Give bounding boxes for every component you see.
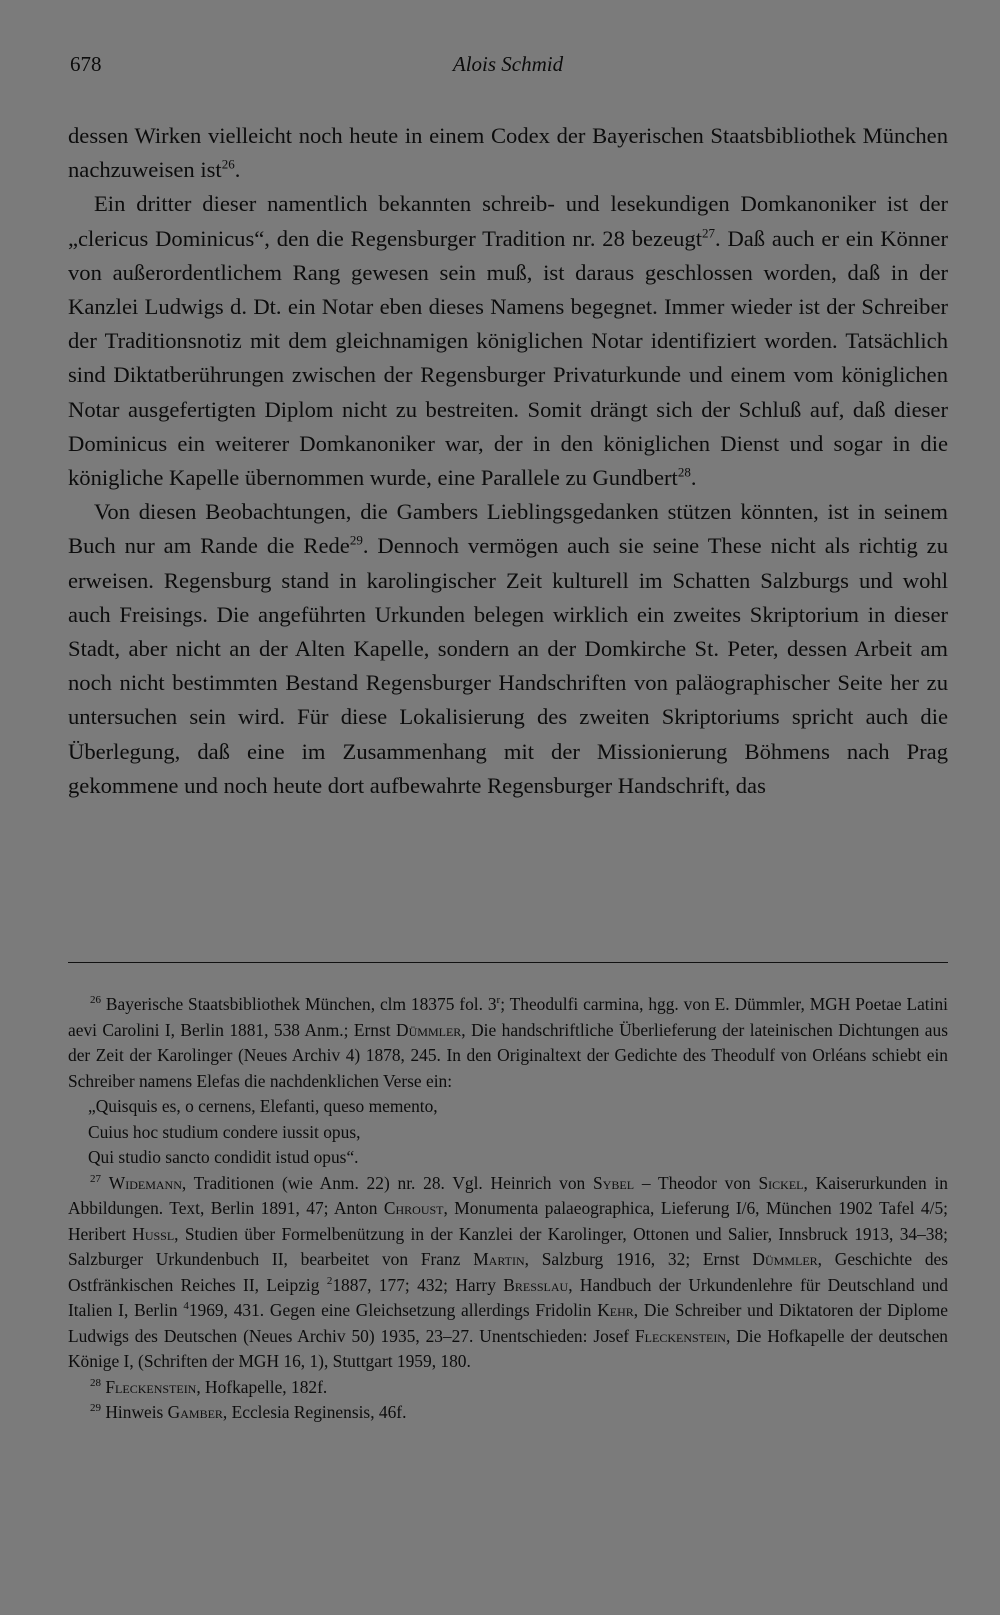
text-run: , Traditionen (wie Anm. 22) nr. 28. Vgl. Heinrich von <box>181 1172 594 1193</box>
text-run: . Dennoch vermögen auch sie seine These nicht als richtig zu erweisen. Regensburg stand in karolingischer Zeit kulturell im Schatten Salzburgs und wohl auch Freisings. Die angeführten Urkunden belegen wirklich ein zweites Skriptorium in dieser Stadt, aber nicht an der Alten Kapelle, sondern an der Domkirche St. Peter, dessen Arbeit am noch nicht bestimmten Bestand Regensburger Handschriften von paläographischer Seite her zu untersuchen sein wird. Für diese Lokalisierung des zweiten Skriptoriums spricht auch die Überlegung, daß eine im Zusammenhang mit der Missionierung Böhmens nach Prag gekommene und noch heute dort aufbewahrte Regensburger Handschrift, das <box>68 533 948 798</box>
text-run: Ein dritter dieser namentlich bekannten schreib- und lesekundigen Domkanoniker ist der „clericus Dominicus“, den die Regensburger Tradition nr. 28 bezeugt <box>68 191 948 251</box>
author-name: Dümmler <box>752 1249 818 1269</box>
author-name: Martin <box>473 1249 525 1269</box>
footnotes <box>68 992 948 1426</box>
author-name: Dümmler <box>396 1019 462 1040</box>
edition-superscript: 4 <box>183 1300 189 1313</box>
footnote-number: 27 <box>90 1172 101 1185</box>
footnote-number: 29 <box>90 1402 101 1415</box>
text-run: , Hofkapelle, 182f. <box>196 1376 328 1397</box>
text-run: . <box>690 465 697 491</box>
author-name: Sybel <box>593 1172 635 1193</box>
text-run: , Studien über Formelbenützung in der Kanzlei der Karolinger, Ottonen und Salier, Innsbruck 1913, 34–38; Salzburger Urkundenbuch II, bearbeitet von Franz <box>68 1223 948 1269</box>
text-run: ; Theodulfi carmina, hgg. von E. Dümmler, MGH Poetae Latini aevi Carolini I, Berlin 1881, 538 Anm.; Ernst <box>68 994 948 1040</box>
text-run: . <box>234 157 241 183</box>
footnote-29 <box>68 1400 948 1426</box>
text-run: , Salzburg 1916, 32; Ernst <box>524 1249 753 1269</box>
author-name: Hussl <box>132 1223 175 1244</box>
edition-superscript: 2 <box>326 1274 333 1287</box>
text-run: . Daß auch er ein Könner von außerordentlichem Rang gewesen sein muß, ist daraus geschlossen worden, daß in der Kanzlei Ludwigs d. Dt. ein Notar eben dieses Namens begegnet. Immer wieder ist der Schreiber der Traditionsnotiz mit dem gleichnamigen königlichen Notar identifiziert worden. Tatsächlich sind Diktatberührungen zwischen der Regensburger Privaturkunde und einem vom königlichen Notar ausgefertigten Diplom nicht zu bestreiten. Somit drängt sich der Schluß auf, daß dieser Dominicus ein weiterer Domkanoniker war, der in den königlichen Dienst und sogar in die königliche Kapelle übernommen wurde, eine Parallele zu Gundbert <box>68 225 948 491</box>
paragraph-1 <box>68 119 948 187</box>
footnote-ref-29: 29 <box>349 532 363 548</box>
author-name: Sickel <box>758 1172 804 1193</box>
footnote-28 <box>68 1375 948 1401</box>
author-name: Gamber <box>167 1402 223 1422</box>
footnote-number: 28 <box>90 1376 101 1389</box>
author-name: Kehr <box>597 1300 634 1320</box>
footnote-26 <box>68 992 948 1094</box>
footnote-number: 26 <box>90 994 101 1007</box>
author-name: Widemann <box>108 1172 182 1193</box>
paragraph-3 <box>68 495 948 803</box>
text-run: – Theodor von <box>634 1172 759 1193</box>
author-name: Chroust <box>383 1198 444 1218</box>
footnote-ref-27: 27 <box>701 225 715 241</box>
verse-line-3: Qui studio sancto condidit istud opus“. <box>88 1147 359 1167</box>
author-name: Fleckenstein <box>105 1376 197 1397</box>
text-run: Hinweis <box>105 1402 168 1422</box>
footnote-ref-26: 26 <box>221 156 235 172</box>
text-run: , Geschichte des Ostfränkischen Reiches II, Leipzig <box>68 1249 948 1295</box>
paragraph-2 <box>68 187 948 495</box>
text-run: Von diesen Beobachtungen, die Gambers Lieblingsgedanken stützen könnten, ist in seinem Buch nur am Rande die Rede <box>68 499 948 559</box>
text-run: 1887, 177; 432; Harry <box>332 1274 504 1295</box>
running-head: Alois Schmid <box>452 52 564 76</box>
page-number: 678 <box>70 52 102 76</box>
text-run: , Die handschriftliche Überlieferung der lateinischen Dichtungen aus der Zeit der Karolinger (Neues Archiv 4) 1878, 245. In den Originaltext der Gedichte des Theodulf von Orléans schiebt ein Schreiber namens Elefas die nachdenklichen Verse ein: <box>68 1019 948 1091</box>
author-name: Bresslau <box>503 1274 569 1295</box>
text-run: dessen Wirken vielleicht noch heute in einem Codex der Bayerischen Staatsbibliothek München nachzuweisen ist <box>68 123 948 183</box>
footnote-ref-28: 28 <box>677 464 691 480</box>
author-name: Fleckenstein <box>634 1325 726 1346</box>
page-header <box>68 52 948 82</box>
footnote-divider <box>68 962 948 963</box>
text-run: , Ecclesia Reginensis, 46f. <box>222 1402 407 1422</box>
text-run: , Die Hofkapelle der deutschen Könige I, (Schriften der MGH 16, 1), Stuttgart 1959, 180. <box>68 1325 948 1371</box>
footnote-27 <box>68 1171 948 1375</box>
main-text <box>68 119 948 803</box>
text-run: , Handbuch der Urkundenlehre für Deutschland und Italien I, Berlin <box>68 1274 948 1320</box>
text-run: , Die Schreiber und Diktatoren der Diplome Ludwigs des Deutschen (Neues Archiv 50) 1935, 23–27. Unentschieden: Josef <box>68 1300 948 1346</box>
text-run: , Monumenta palaeographica, Lieferung I/6, München 1902 Tafel 4/5; Heribert <box>68 1198 948 1244</box>
superscript: r <box>496 994 501 1007</box>
verse-line-2: Cuius hoc studium condere iussit opus, <box>88 1121 361 1142</box>
text-run: 1969, 431. Gegen eine Gleichsetzung allerdings Fridolin <box>188 1300 598 1320</box>
verse-line-1: „Quisquis es, o cernens, Elefanti, queso memento, <box>88 1096 438 1116</box>
text-run: Bayerische Staatsbibliothek München, clm 18375 fol. 3 <box>105 994 497 1014</box>
text-run: , Kaiserurkunden in Abbildungen. Text, Berlin 1891, 47; Anton <box>68 1172 949 1218</box>
